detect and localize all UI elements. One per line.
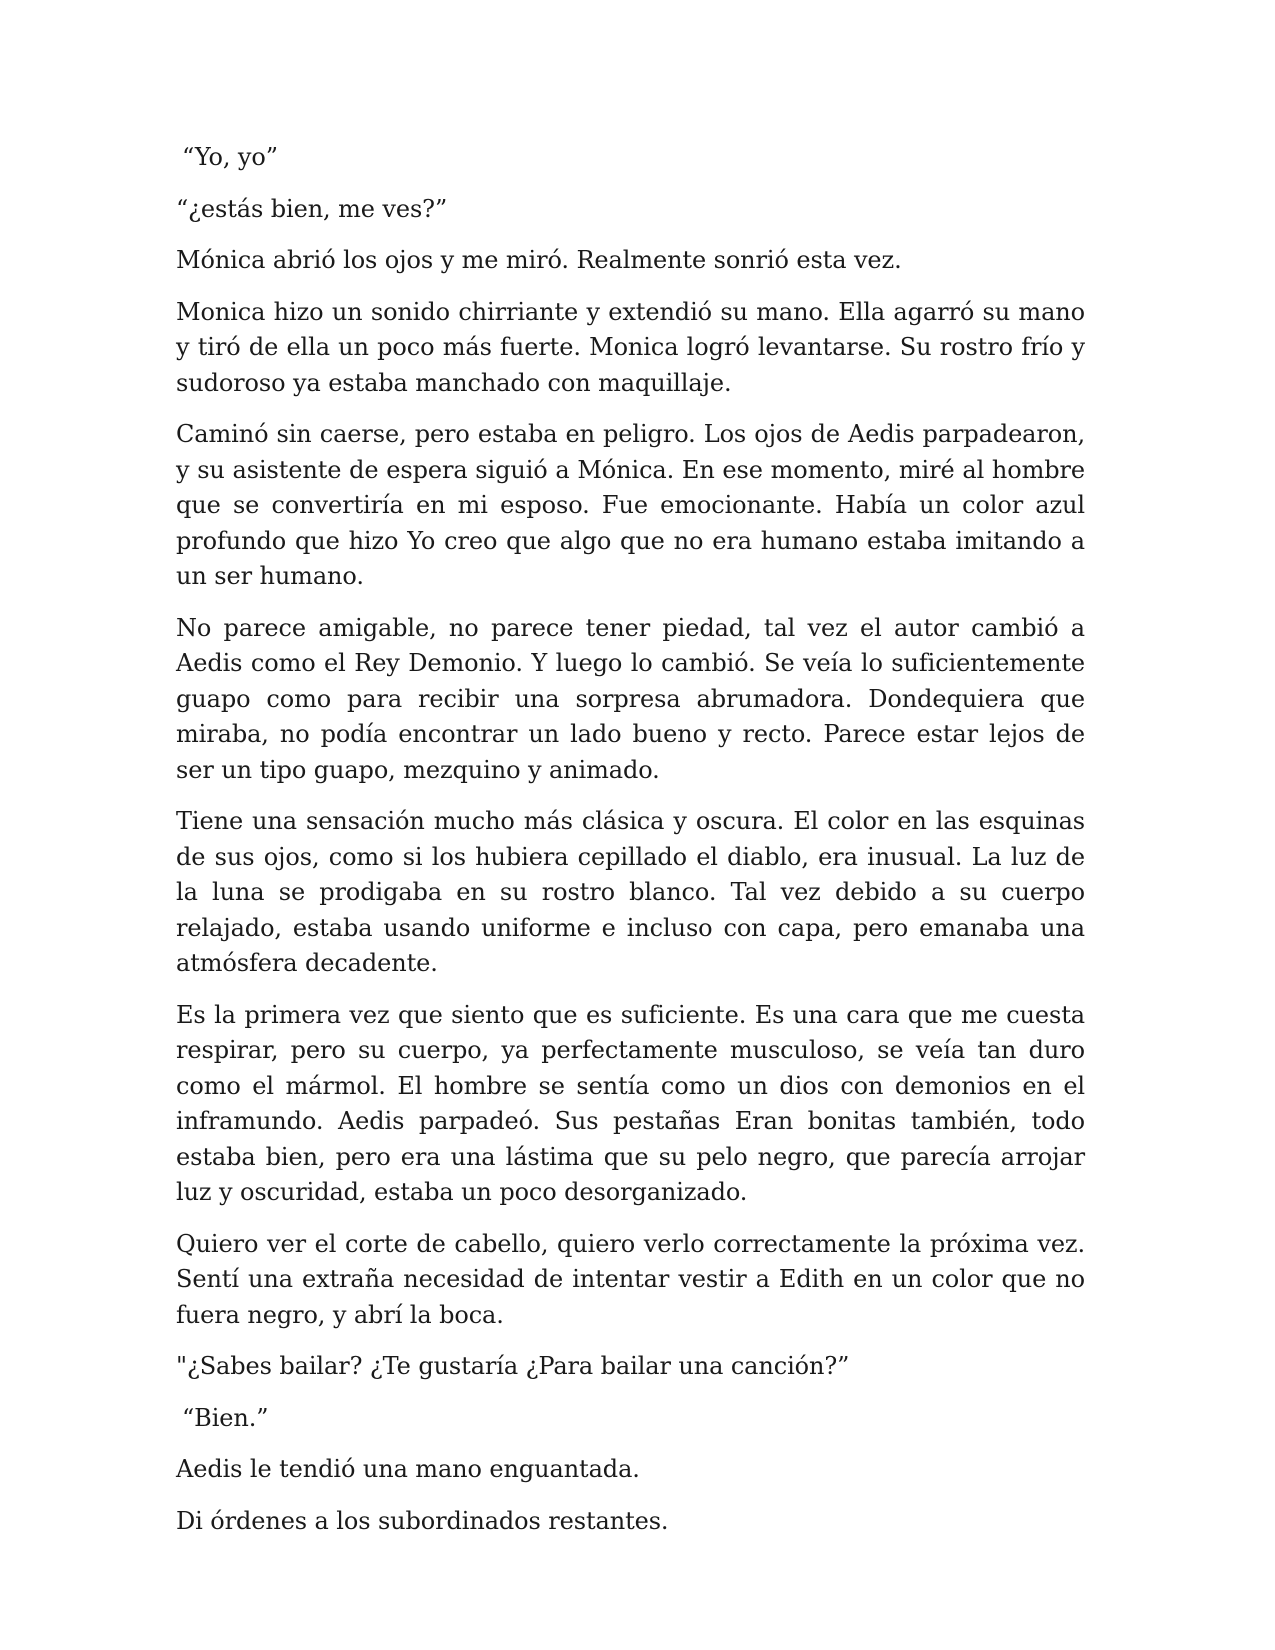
paragraph-9: Quiero ver el corte de cabello, quiero verlo correctamente la próxima vez. Sentí una extraña necesidad de intentar vestir a Edith en un color que no fuera negro, y abrí la boca. xyxy=(176,1229,1085,1329)
paragraph-12: Aedis le tendió una mano enguantada. xyxy=(176,1455,640,1483)
paragraph-2: “¿estás bien, me ves?” xyxy=(176,194,448,223)
paragraph-7: Tiene una sensación mucho más clásica y oscura. El color en las esquinas de sus ojos, como si los hubiera cepillado el diablo, era inusual. La luz de la luna se prodigaba en su rostro blanco. Tal vez debido a su cuerpo relajado, estaba usando uniforme e incluso con capa, pero emanaba una atmósfera decadente. xyxy=(176,807,1085,977)
paragraph-4: Monica hizo un sonido chirriante y extendió su mano. Ella agarró su mano y tiró de ella un poco más fuerte. Monica logró levantarse. Su rostro frío y sudoroso ya estaba manchado con maquillaje. xyxy=(176,297,1085,397)
paragraph-13: Di órdenes a los subordinados restantes. xyxy=(176,1506,669,1535)
paragraph-11: “Bien.” xyxy=(182,1403,269,1432)
paragraph-8: Es la primera vez que siento que es suficiente. Es una cara que me cuesta respirar, pero su cuerpo, ya perfectamente musculoso, se veía tan duro como el mármol. El hombre se sentía como un dios con demonios en el inframundo. Aedis parpadeó. Sus pestañas Eran bonitas también, todo estaba bien, pero era una lástima que su pelo negro, que parecía arrojar luz y oscuridad, estaba un poco desorganizado. xyxy=(176,1000,1085,1206)
paragraph-5: Caminó sin caerse, pero estaba en peligro. Los ojos de Aedis parpadearon, y su asistente de espera siguió a Mónica. En ese momento, miré al hombre que se convertiría en mi esposo. Fue emocionante. Había un color azul profundo que hizo Yo creo que algo que no era humano estaba imitando a un ser humano. xyxy=(176,420,1085,590)
paragraph-6: No parece amigable, no parece tener piedad, tal vez el autor cambió a Aedis como el Rey Demonio. Y luego lo cambió. Se veía lo suficientemente guapo como para recibir una sorpresa abrumadora. Dondequiera que miraba, no podía encontrar un lado bueno y recto. Parece estar lejos de ser un tipo guapo, mezquino y animado. xyxy=(176,613,1085,784)
paragraph-10: "¿Sabes bailar? ¿Te gustaría ¿Para bailar una canción?” xyxy=(176,1352,850,1380)
paragraph-3: Mónica abrió los ojos y me miró. Realmente sonrió esta vez. xyxy=(176,246,902,274)
paragraph-1: “Yo, yo” xyxy=(182,143,278,171)
